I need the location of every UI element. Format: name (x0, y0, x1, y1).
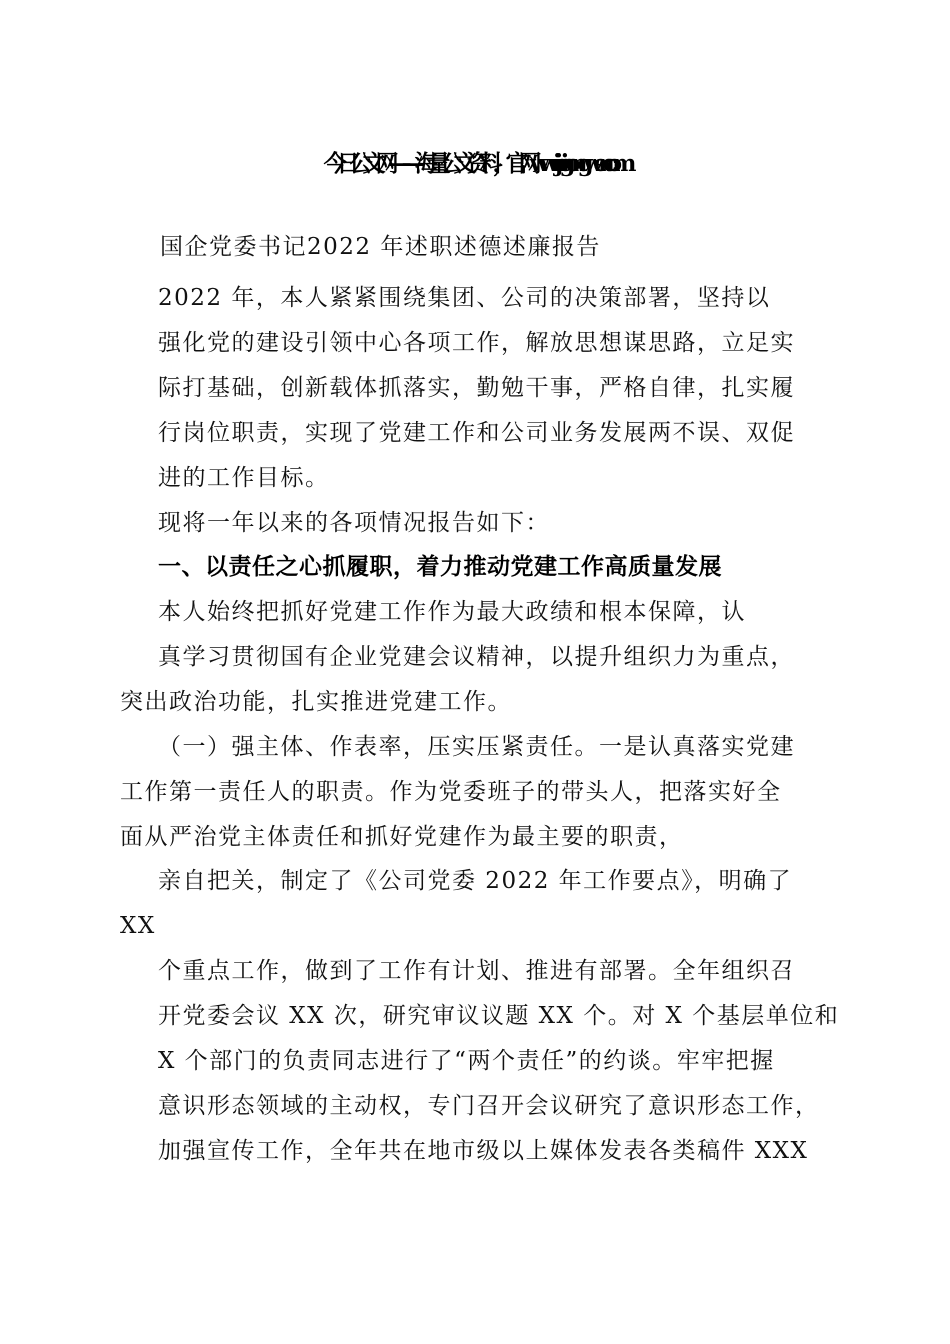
paragraph-line: 2022 年，本人紧紧围绕集团、公司的决策部署，坚持以 (158, 285, 771, 311)
paragraph-line: 开党委会议 XX 次，研究审议议题 XX 个。对 X 个基层单位和 (158, 1003, 840, 1029)
paragraph-line: X 个部门的负责同志进行了“两个责任”的约谈。牢牢把握 (158, 1048, 775, 1074)
paragraph-line: 行岗位职责，实现了党建工作和公司业务发展两不误、双促 (158, 420, 795, 446)
paragraph-line: 个重点工作，做到了工作有计划、推进有部署。全年组织召 (158, 958, 795, 984)
paragraph-line: （一）强主体、作表率，压实压紧责任。一是认真落实党建 (158, 734, 795, 760)
paragraph-line: 工作第一责任人的职责。作为党委班子的带头人，把落实好全 (120, 779, 782, 805)
paragraph-line: 亲自把关，制定了《公司党委 2022 年工作要点》，明确了 (158, 868, 793, 894)
paragraph-line: 本人始终把抓好党建工作作为最大政绩和根本保障，认 (158, 599, 746, 625)
paragraph-line: XX (120, 913, 156, 939)
paragraph-line: 强化党的建设引领中心各项工作，解放思想谋思路，立足实 (158, 330, 795, 356)
paragraph-line: 面从严治党主体责任和抓好党建作为最主要的职责， (120, 824, 684, 850)
paragraph-line: 真学习贯彻国有企业党建会议精神，以提升组织力为重点， (158, 644, 795, 670)
document-title: 国企党委书记2022 年述职述德述廉报告 (160, 234, 601, 260)
paragraph-line: 进的工作目标。 (158, 465, 330, 491)
paragraph-line: 意识形态领域的主动权，专门召开会议研究了意识形态工作， (158, 1093, 820, 1119)
paragraph-line: 加强宣传工作，全年共在地市级以上媒体发表各类稿件 XXX (158, 1138, 809, 1164)
site-header: 今日公文网——海量公文资料，官网 www.jinrigongwen.com (323, 150, 627, 177)
paragraph-line: 现将一年以来的各项情况报告如下： (158, 510, 550, 536)
section-heading: 一、以责任之心抓履职，着力推动党建工作高质量发展 (158, 553, 722, 580)
paragraph-line: 突出政治功能，扎实推进党建工作。 (120, 689, 512, 715)
paragraph-line: 际打基础，创新载体抓落实，勤勉干事，严格自律，扎实履 (158, 375, 795, 401)
